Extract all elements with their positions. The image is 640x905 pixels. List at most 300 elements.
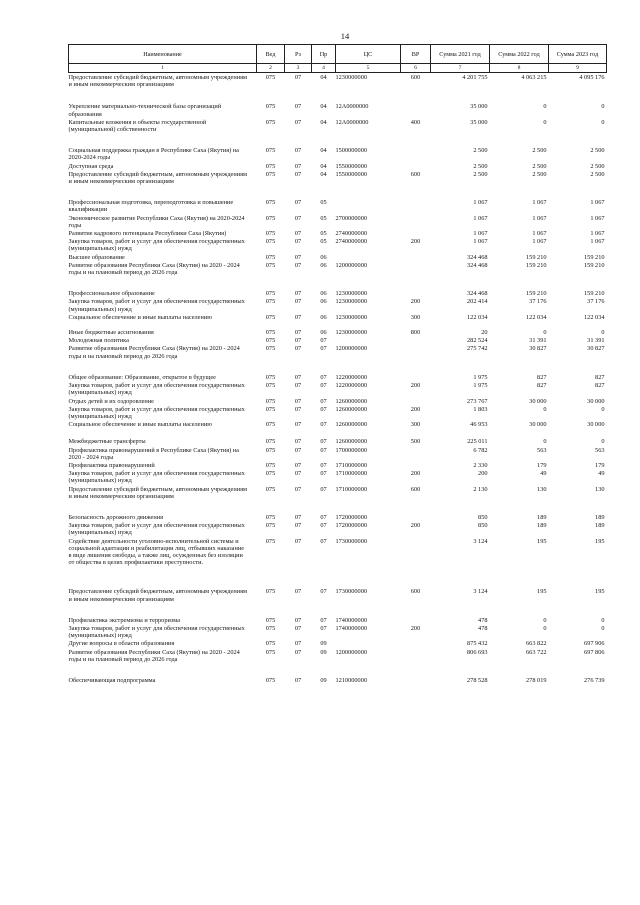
header-vr: ВР [401,45,431,64]
cell-sum-2021: 1 975 [473,373,488,381]
cell-cs [336,336,401,344]
column-number: 5 [336,64,401,73]
cell-ved: 075 [265,522,276,530]
cell-sum-2023: 827 [595,382,605,390]
cell-sum-2021: 2 500 [473,147,488,155]
cell-ved: 075 [265,446,276,454]
cell-sum-2021: 3 124 [473,588,488,596]
cell-sum-2023: 30 000 [587,421,605,429]
cell-pr: 07 [320,624,327,632]
cell-sum-2023: 2 500 [590,170,605,178]
cell-sum-2022: 827 [537,373,547,381]
table-row [69,118,607,133]
cell-vr: 200 [410,238,421,246]
cell-name: Предоставление субсидий бюджетным, автономным учреждениям и иным некоммерческим организациям [68,485,247,500]
cell-cs: 2740000000 [335,230,367,238]
cell-pr: 07 [320,485,327,493]
cell-pr: 07 [320,382,327,390]
cell-sum-2021: 850 [478,522,488,530]
cell-cs [336,639,401,647]
cell-pr: 05 [320,214,327,222]
cell-sum-2023: 159 210 [584,253,605,261]
cell-rz: 07 [294,230,302,238]
cell-cs [336,253,401,261]
cell-sum-2022: 179 [537,461,547,469]
cell-sum-2021: 275 742 [467,345,488,353]
cell-sum-2022: 0 [543,616,547,624]
cell-vr: 600 [410,170,421,178]
cell-pr: 09 [320,640,327,648]
cell-pr: 06 [320,329,327,337]
cell-rz: 07 [294,74,302,81]
cell-pr: 04 [320,74,327,81]
table-row [69,485,607,500]
cell-pr: 07 [320,513,327,521]
cell-cs: 1260000000 [335,421,367,429]
cell-rz: 07 [294,103,302,111]
cell-name: Капитальные вложения в объекты государственной (муниципальной) собственности [68,118,207,134]
cell-ved: 075 [265,438,276,446]
cell-sum-2023: 0 [601,405,605,413]
cell-cs: 1230000000 [335,298,367,306]
header-cs: ЦС [336,45,401,64]
cell-rz: 07 [294,640,302,648]
cell-ved: 075 [265,170,276,178]
cell-sum-2022: 1 067 [532,199,547,207]
cell-ved: 075 [265,648,276,656]
cell-sum-2022: 31 391 [529,337,547,345]
cell-sum-2022: 37 176 [529,298,547,306]
cell-sum-2022: 2 500 [532,162,547,170]
table-row [69,185,607,213]
cell-sum-2022: 159 210 [526,261,547,269]
cell-vr [401,461,431,469]
cell-rz: 07 [294,382,302,390]
cell-ved: 075 [265,421,276,429]
table-row [69,420,607,428]
cell-pr: 09 [320,648,327,656]
cell-sum-2022: 189 [537,513,547,521]
cell-pr: 07 [320,537,327,545]
cell-sum-2022: 195 [537,588,547,596]
cell-cs: 1260000000 [335,397,367,405]
column-number: 4 [312,64,336,73]
column-number: 1 [69,64,257,73]
cell-sum-2021: 46 953 [470,421,488,429]
table-row [69,639,607,647]
cell-ved: 075 [265,238,276,246]
cell-pr: 04 [320,103,327,111]
cell-pr: 07 [320,397,327,405]
cell-sum-2022: 827 [537,382,547,390]
cell-sum-2022: 2 500 [532,170,547,178]
cell-cs: 1200000000 [335,345,367,353]
cell-rz: 07 [294,648,302,656]
cell-cs: 1740000000 [335,624,367,632]
cell-vr [401,639,431,647]
cell-sum-2022: 663 722 [526,648,547,656]
cell-name: Профилактика правонарушений [68,461,155,469]
cell-ved: 075 [265,337,276,345]
cell-sum-2023: 0 [601,438,605,446]
cell-vr: 300 [410,313,421,321]
column-number: 9 [549,64,607,73]
cell-sum-2022: 159 210 [526,290,547,298]
cell-sum-2023: 0 [601,103,605,111]
cell-cs: 1700000000 [335,446,367,454]
cell-cs: 1500000000 [335,147,367,155]
cell-cs: 1740000000 [335,616,367,624]
cell-ved: 075 [265,676,276,684]
cell-name: Развитие образования Республики Саха (Якутия) на 2020 - 2024 годы и на плановый период до 2026 года [68,261,240,277]
cell-sum-2021: 324 468 [467,253,488,261]
cell-rz: 07 [294,298,302,306]
table-row [69,461,607,469]
cell-sum-2022: 122 034 [526,313,547,321]
cell-ved: 075 [265,588,276,596]
cell-rz: 07 [294,421,302,429]
cell-vr [401,162,431,170]
header-name: Наименование [69,45,257,64]
cell-ved: 075 [265,118,276,126]
cell-ved: 075 [265,513,276,521]
table-row [69,214,607,229]
cell-sum-2022: 30 000 [529,397,547,405]
cell-pr: 07 [320,405,327,413]
cell-vr [401,214,431,229]
cell-rz: 07 [294,446,302,454]
cell-cs: 1200000000 [335,648,367,656]
cell-sum-2021: 225 011 [467,438,488,446]
header-rz: Рз [285,45,312,64]
cell-pr: 05 [320,199,327,207]
cell-pr: 04 [320,147,327,155]
cell-sum-2021: 2 500 [473,162,488,170]
cell-sum-2022: 4 063 215 [521,74,547,81]
table-row [69,133,607,161]
cell-ved: 075 [265,345,276,353]
table-row [69,344,607,359]
cell-name: Закупка товаров, работ и услуг для обеспечения государственных (муниципальных) нужд [68,624,245,640]
table-row [69,663,607,684]
table-row [69,381,607,396]
cell-vr [401,336,431,344]
cell-name: Социальное обеспечение и иные выплаты населению [68,421,212,429]
cell-rz: 07 [294,624,302,632]
cell-vr: 400 [410,118,421,126]
cell-sum-2021: 35 000 [470,103,488,111]
cell-pr: 05 [320,238,327,246]
column-number: 3 [285,64,312,73]
cell-sum-2023: 2 500 [590,147,605,155]
table-row [69,405,607,420]
cell-ved: 075 [265,313,276,321]
cell-name: Укрепление материально-технической базы организаций образования [68,103,222,118]
cell-rz: 07 [294,470,302,478]
cell-sum-2021: 1 067 [473,238,488,246]
cell-sum-2021: 35 000 [470,118,488,126]
cell-name: Предоставление субсидий бюджетным, автономным учреждениям и иным некоммерческим организациям [68,170,247,186]
cell-sum-2023: 159 210 [584,261,605,269]
cell-ved: 075 [265,162,276,170]
cell-sum-2021: 202 414 [467,298,488,306]
page-number: 14 [340,31,350,41]
cell-pr: 04 [320,118,327,126]
cell-vr: 600 [410,485,421,493]
cell-sum-2022: 0 [543,118,547,126]
cell-name: Развитие кадрового потенциала Республики Саха (Якутия) [68,230,227,238]
cell-sum-2023: 30 000 [587,397,605,405]
cell-sum-2023: 179 [595,461,605,469]
table-row [69,321,607,336]
cell-vr [401,603,431,624]
cell-rz: 07 [294,676,302,684]
cell-sum-2021: 1 803 [473,405,488,413]
cell-ved: 075 [265,616,276,624]
cell-rz: 07 [294,147,302,155]
table-row [69,469,607,484]
table-row [69,603,607,624]
cell-sum-2022: 130 [537,485,547,493]
table-row [69,428,607,445]
cell-rz: 07 [294,329,302,337]
cell-vr: 600 [410,588,421,596]
cell-sum-2021: 3 124 [473,537,488,545]
cell-sum-2022: 189 [537,522,547,530]
cell-pr: 04 [320,170,327,178]
cell-sum-2021: 1 067 [473,214,488,222]
cell-cs [336,185,401,213]
cell-sum-2022: 0 [543,438,547,446]
cell-cs: 1720000000 [335,513,367,521]
cell-vr [401,253,431,261]
cell-vr: 200 [410,382,421,390]
cell-rz: 07 [294,397,302,405]
header-sum-2023: Сумма 2023 год [549,45,607,64]
cell-name: Высшее образование [68,253,125,261]
cell-sum-2021: 478 [478,624,488,632]
budget-table [68,44,607,684]
cell-name: Межбюджетные трансферты [68,438,146,446]
header-pr: Пр [312,45,336,64]
cell-name: Экономическое развитие Республики Саха (Якутия) на 2020-2024 годы [68,214,245,229]
cell-pr: 07 [320,470,327,478]
cell-pr: 07 [320,461,327,469]
cell-ved: 075 [265,405,276,413]
cell-rz: 07 [294,537,302,545]
cell-sum-2022: 663 822 [526,640,547,648]
cell-rz: 07 [294,337,302,345]
cell-name: Другие вопросы в области образования [68,640,175,648]
cell-vr [401,276,431,297]
cell-sum-2023: 195 [595,537,605,545]
cell-pr: 07 [320,337,327,345]
table-row [69,313,607,321]
cell-sum-2021: 273 767 [467,397,488,405]
cell-name: Обеспечивающая подпрограмма [68,676,156,684]
table-row [69,500,607,521]
cell-ved: 075 [265,640,276,648]
cell-sum-2023: 159 210 [584,290,605,298]
cell-cs: 1730000000 [335,537,367,545]
cell-name: Профессиональная подготовка, переподготовка и повышение квалификации [68,199,234,214]
cell-cs: 1230000000 [335,313,367,321]
column-number: 8 [490,64,549,73]
cell-pr: 06 [320,298,327,306]
cell-rz: 07 [294,616,302,624]
cell-sum-2021: 478 [478,616,488,624]
table-row [69,276,607,297]
cell-pr: 06 [320,313,327,321]
table-row [69,170,607,185]
table-body [69,73,607,685]
cell-sum-2022: 1 067 [532,214,547,222]
cell-vr: 600 [410,74,421,81]
cell-sum-2023: 30 827 [587,345,605,353]
table-row [69,229,607,237]
cell-sum-2021: 200 [478,470,488,478]
cell-name: Развитие образования Республики Саха (Якутия) на 2020 - 2024 годы и на плановый период до 2026 года [68,648,240,663]
cell-name: Предоставление субсидий бюджетным, автономным учреждениям и иным некоммерческим организациям [68,588,247,603]
cell-sum-2022: 0 [543,329,547,337]
cell-sum-2023: 1 067 [590,230,605,238]
cell-cs: 2700000000 [335,214,367,222]
table-row [69,360,607,381]
cell-pr: 07 [320,421,327,429]
cell-name: Предоставление субсидий бюджетным, автономным учреждениям и иным некоммерческим организациям [68,74,247,89]
cell-ved: 075 [265,537,276,545]
cell-sum-2021: 2 130 [473,485,488,493]
cell-name: Профессиональное образование [68,290,155,298]
cell-sum-2022: 1 067 [532,230,547,238]
cell-sum-2023: 563 [595,446,605,454]
cell-sum-2023: 49 [598,470,605,478]
cell-rz: 07 [294,162,302,170]
cell-sum-2021: 324 468 [467,261,488,269]
cell-pr: 07 [320,438,327,446]
table-row [69,521,607,536]
cell-cs: 1550000000 [335,170,367,178]
cell-rz: 07 [294,345,302,353]
cell-name: Социальная поддержка граждан в Республике Саха (Якутия) на 2020-2024 годы [68,147,239,162]
table-row [69,397,607,405]
column-number-row [69,64,607,73]
cell-vr [401,360,431,381]
cell-name: Содействие деятельности уголовно-исполнительной системы и социальной адаптации и реабилитации лиц, отбывших наказание в виде лишения свободы, а также лиц, осужденных без изоляции от общества в целях профилактики преступности. [68,537,244,567]
cell-name: Закупка товаров, работ и услуг для обеспечения государственных (муниципальных) нужд [68,382,245,397]
table-row [69,253,607,261]
cell-sum-2021: 2 500 [473,170,488,178]
cell-sum-2022: 563 [537,446,547,454]
cell-sum-2021: 4 201 755 [462,74,488,81]
cell-ved: 075 [265,624,276,632]
header-ved: Вед [257,45,285,64]
cell-rz: 07 [294,522,302,530]
cell-cs: 1710000000 [335,485,367,493]
cell-cs: 12А0000000 [335,118,369,126]
cell-pr: 07 [320,345,327,353]
cell-ved: 075 [265,397,276,405]
cell-ved: 075 [265,329,276,337]
cell-rz: 07 [294,238,302,246]
cell-sum-2023: 122 034 [584,313,605,321]
cell-ved: 075 [265,214,276,222]
cell-ved: 075 [265,290,276,298]
cell-vr: 500 [410,438,421,446]
cell-sum-2022: 30 827 [529,345,547,353]
cell-sum-2021: 324 468 [467,290,488,298]
cell-sum-2023: 697 806 [584,648,605,656]
cell-rz: 07 [294,199,302,207]
cell-sum-2021: 6 782 [473,446,488,454]
cell-pr: 04 [320,162,327,170]
cell-sum-2023: 1 067 [590,238,605,246]
cell-sum-2022: 0 [543,103,547,111]
cell-sum-2021: 1 975 [473,382,488,390]
cell-ved: 075 [265,199,276,207]
cell-vr [401,397,431,405]
table-row [69,88,607,117]
cell-rz: 07 [294,373,302,381]
cell-vr: 200 [410,470,421,478]
cell-sum-2022: 2 500 [532,147,547,155]
cell-sum-2023: 697 906 [584,640,605,648]
cell-sum-2021: 1 067 [473,199,488,207]
cell-cs: 1230000000 [335,74,367,81]
cell-sum-2022: 49 [540,470,547,478]
cell-pr: 07 [320,373,327,381]
cell-cs: 1710000000 [335,470,367,478]
cell-sum-2023: 0 [601,624,605,632]
cell-vr [401,88,431,117]
cell-sum-2023: 4 095 176 [579,74,605,81]
cell-name: Доступная среда [68,162,114,170]
cell-vr [401,344,431,359]
cell-cs: 1730000000 [335,588,367,596]
table-header-row [69,45,607,64]
cell-name: Закупка товаров, работ и услуг для обеспечения государственных (муниципальных) нужд [68,522,245,537]
cell-name: Безопасность дорожного движения [68,513,163,521]
cell-vr: 200 [410,405,421,413]
column-number: 7 [431,64,490,73]
cell-vr [401,185,431,213]
cell-sum-2023: 1 067 [590,214,605,222]
cell-ved: 075 [265,147,276,155]
cell-vr [401,133,431,161]
cell-cs: 12А0000000 [335,103,369,111]
column-number: 2 [257,64,285,73]
table-row [69,648,607,663]
cell-sum-2021: 850 [478,513,488,521]
cell-rz: 07 [294,588,302,596]
cell-vr [401,229,431,237]
cell-sum-2023: 130 [595,485,605,493]
cell-vr: 800 [410,329,421,337]
table-row [69,446,607,461]
cell-pr: 06 [320,261,327,269]
cell-rz: 07 [294,313,302,321]
header-sum-2022: Сумма 2022 год [490,45,549,64]
cell-rz: 07 [294,461,302,469]
cell-sum-2021: 1 067 [473,230,488,238]
cell-sum-2023: 0 [601,616,605,624]
cell-vr: 200 [410,298,421,306]
cell-name: Профилактика экстремизма и терроризма [68,616,180,624]
cell-sum-2022: 30 000 [529,421,547,429]
cell-ved: 075 [265,103,276,111]
cell-name: Общее образование: Образование, открытое в будущее [68,373,216,381]
cell-cs: 1210000000 [335,676,367,684]
